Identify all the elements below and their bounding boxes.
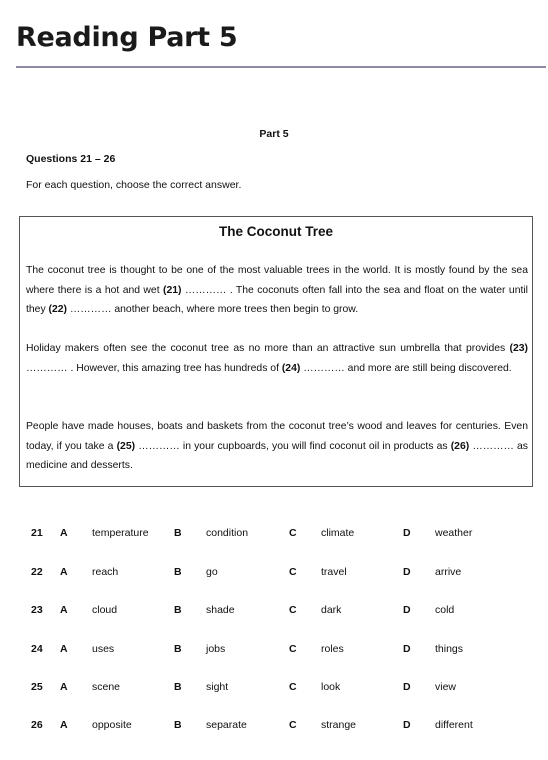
option-word[interactable]: separate — [206, 719, 247, 731]
option-letter: D — [403, 604, 411, 616]
passage-text: People have made houses, boats and baskets from the coconut tree’s wood and leaves for centuries. Even today, if you take a — [26, 421, 528, 452]
passage-title: The Coconut Tree — [218, 224, 333, 239]
part-label: Part 5 — [259, 128, 289, 140]
option-letter: B — [174, 527, 182, 539]
option-word[interactable]: temperature — [92, 527, 149, 539]
option-word[interactable]: opposite — [92, 719, 132, 731]
passage-box — [19, 216, 533, 487]
option-word[interactable]: roles — [321, 643, 344, 655]
option-word[interactable]: view — [435, 681, 457, 693]
option-letter: A — [60, 566, 68, 578]
option-word[interactable]: uses — [92, 643, 115, 655]
option-word[interactable]: sight — [206, 681, 229, 693]
gap-marker: (24) — [281, 362, 301, 374]
option-letter: B — [174, 643, 182, 655]
option-letter: D — [403, 527, 411, 539]
heading-divider — [16, 66, 546, 68]
option-letter: B — [174, 681, 182, 693]
option-letter: C — [289, 643, 297, 655]
passage-text: ………… another beach, where more trees then begin to grow. — [67, 304, 359, 315]
option-letter: D — [403, 719, 411, 731]
passage-text: ………… in your cupboards, you will find coconut oil in products as — [135, 440, 451, 452]
passage-text: ………… . The coconuts often fall into the sea and float on the water until they — [26, 284, 528, 315]
question-row-23 — [0, 604, 548, 624]
gap-marker: (22) — [48, 304, 68, 315]
option-word[interactable]: weather — [435, 527, 473, 539]
option-word[interactable]: different — [435, 719, 473, 731]
question-row-22 — [0, 566, 548, 586]
option-word[interactable]: scene — [92, 681, 121, 693]
questions-label: Questions 21 – 26 — [26, 153, 116, 165]
option-word[interactable]: jobs — [206, 643, 226, 655]
passage-text: Holiday makers often see the coconut tree as no more than an attractive sun umbrella that provides — [26, 343, 510, 354]
option-letter: A — [60, 643, 68, 655]
option-letter: B — [174, 604, 182, 616]
passage-text: ………… and more are still being discovered. — [300, 362, 512, 374]
gap-marker: (21) — [163, 284, 182, 296]
option-word[interactable]: cold — [435, 604, 455, 616]
question-row-21 — [0, 527, 548, 547]
page-title: Reading Part 5 — [16, 22, 238, 53]
option-word[interactable]: reach — [92, 566, 119, 578]
option-word[interactable]: go — [206, 566, 218, 578]
gap-marker: (25) — [116, 440, 136, 452]
question-row-26 — [0, 719, 548, 739]
option-word[interactable]: strange — [321, 719, 357, 731]
passage-paragraph-1 — [26, 261, 528, 320]
passage-text: The coconut tree is thought to be one of the most valuable trees in the world. It is mostly found by the sea where there is a hot and wet — [26, 265, 528, 296]
instructions-text: For each question, choose the correct answer. — [26, 179, 242, 191]
option-word[interactable]: arrive — [435, 566, 462, 578]
passage-paragraph-3 — [26, 417, 528, 476]
question-row-24 — [0, 643, 548, 663]
option-letter: C — [289, 566, 297, 578]
question-number: 21 — [31, 527, 43, 539]
question-number: 26 — [31, 719, 43, 731]
option-word[interactable]: cloud — [92, 604, 118, 616]
option-word[interactable]: dark — [321, 604, 342, 616]
question-number: 24 — [31, 643, 43, 655]
gap-marker: (23) — [509, 343, 528, 354]
option-letter: B — [174, 719, 182, 731]
option-word[interactable]: condition — [206, 527, 249, 539]
option-letter: D — [403, 643, 411, 655]
question-number: 23 — [31, 604, 43, 616]
option-letter: C — [289, 681, 297, 693]
option-letter: C — [289, 719, 297, 731]
option-letter: A — [60, 527, 68, 539]
option-letter: A — [60, 719, 68, 731]
option-word[interactable]: things — [435, 643, 464, 655]
option-word[interactable]: look — [321, 681, 341, 693]
passage-text: ………… . However, this amazing tree has hundreds of — [26, 362, 282, 374]
option-letter: C — [289, 527, 297, 539]
option-letter: D — [403, 681, 411, 693]
option-letter: B — [174, 566, 182, 578]
option-letter: A — [60, 681, 68, 693]
question-number: 22 — [31, 566, 43, 578]
option-letter: C — [289, 604, 297, 616]
option-word[interactable]: travel — [321, 566, 347, 578]
question-row-25 — [0, 681, 548, 701]
option-letter: D — [403, 566, 411, 578]
passage-text: ………… as medicine and desserts. — [26, 440, 528, 471]
question-number: 25 — [31, 681, 43, 693]
gap-marker: (26) — [450, 440, 470, 452]
option-word[interactable]: shade — [206, 604, 235, 616]
passage-paragraph-2 — [26, 339, 528, 378]
option-word[interactable]: climate — [321, 527, 355, 539]
option-letter: A — [60, 604, 68, 616]
